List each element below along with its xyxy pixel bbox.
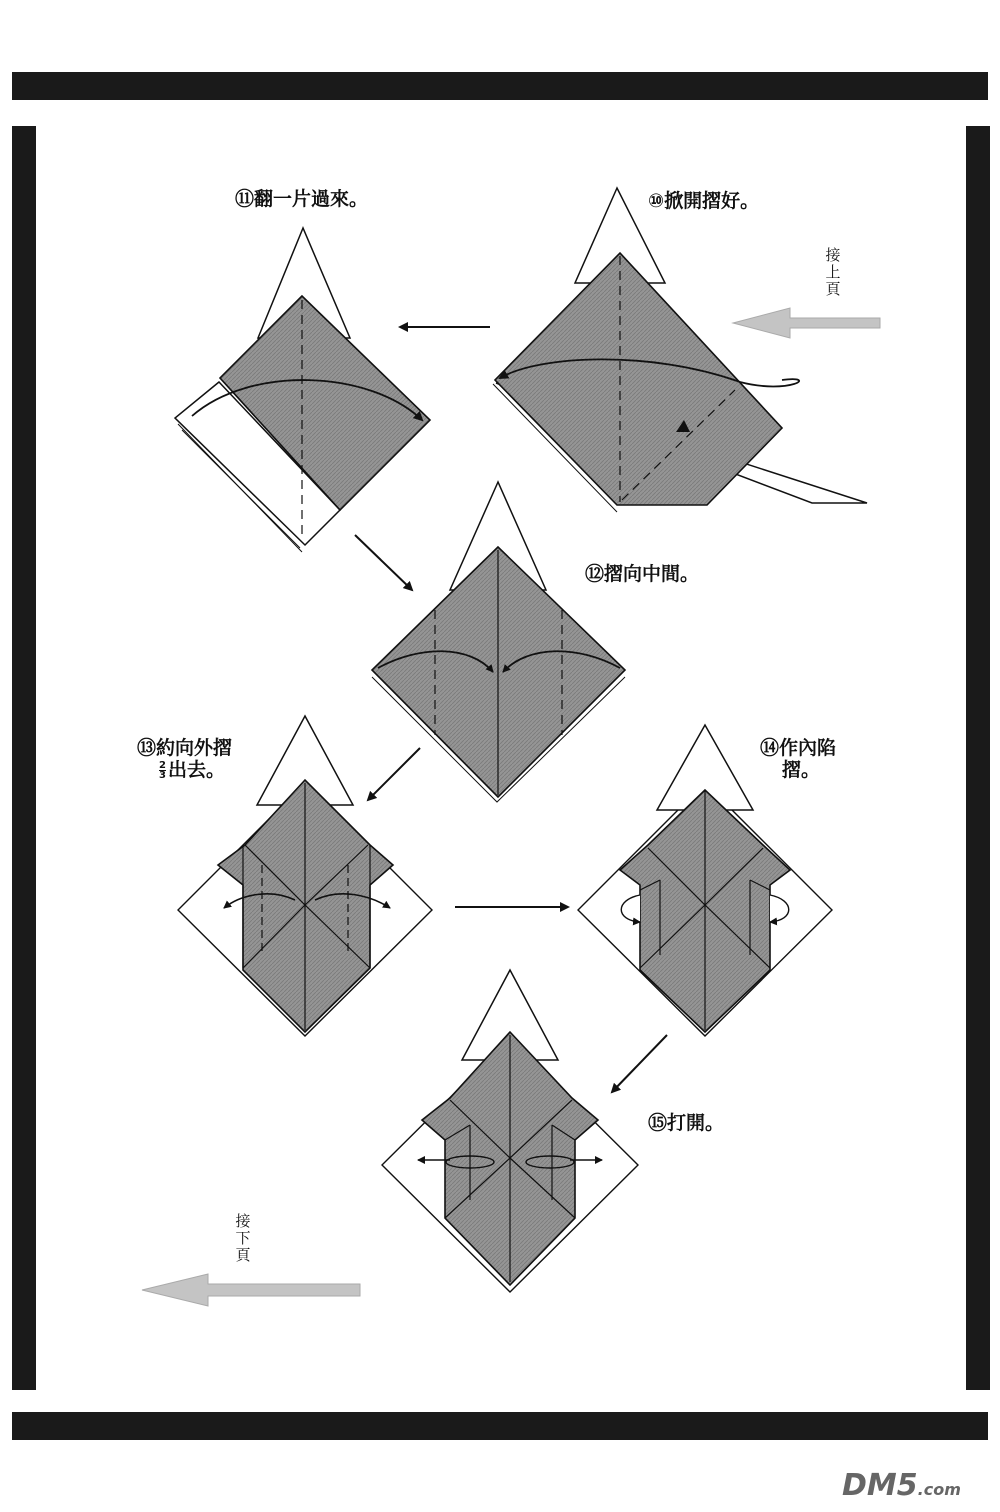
step-14-line2: 摺。 [782, 759, 821, 781]
continued-to-next-note: 接 下 頁 [235, 1212, 251, 1264]
step-11-label: ⑪翻一片過來。 [235, 188, 369, 210]
step-13-line2: 出去。 [167, 759, 225, 781]
step-14-label [760, 737, 836, 781]
watermark-logo: DM5.com [842, 1468, 961, 1503]
ghost-arrow-to-next [142, 1274, 360, 1306]
arrow-step12-to-step13 [368, 748, 420, 800]
fraction-two-thirds: $\frac{2}{3}$ [159, 760, 166, 781]
step-13-label [137, 737, 232, 781]
step-12-label: ⑫摺向中間。 [585, 563, 700, 585]
step-10-diagram [493, 188, 867, 512]
step-12-diagram [372, 482, 625, 802]
continued-from-previous-note: 接 上 頁 [825, 246, 841, 298]
step-10-label: ⑩掀開摺好。 [648, 190, 760, 212]
step-15-diagram [382, 970, 638, 1292]
arrow-step14-to-step15 [612, 1035, 667, 1092]
step-13-line1: ⑬約向外摺 [137, 737, 233, 759]
arrow-step11-to-step12 [355, 535, 412, 590]
step-15-label: ⑮打開。 [648, 1112, 725, 1134]
step-11-diagram [175, 228, 430, 552]
ghost-arrow-from-previous [733, 308, 880, 338]
step-14-line1: ⑭作內陷 [760, 737, 837, 759]
